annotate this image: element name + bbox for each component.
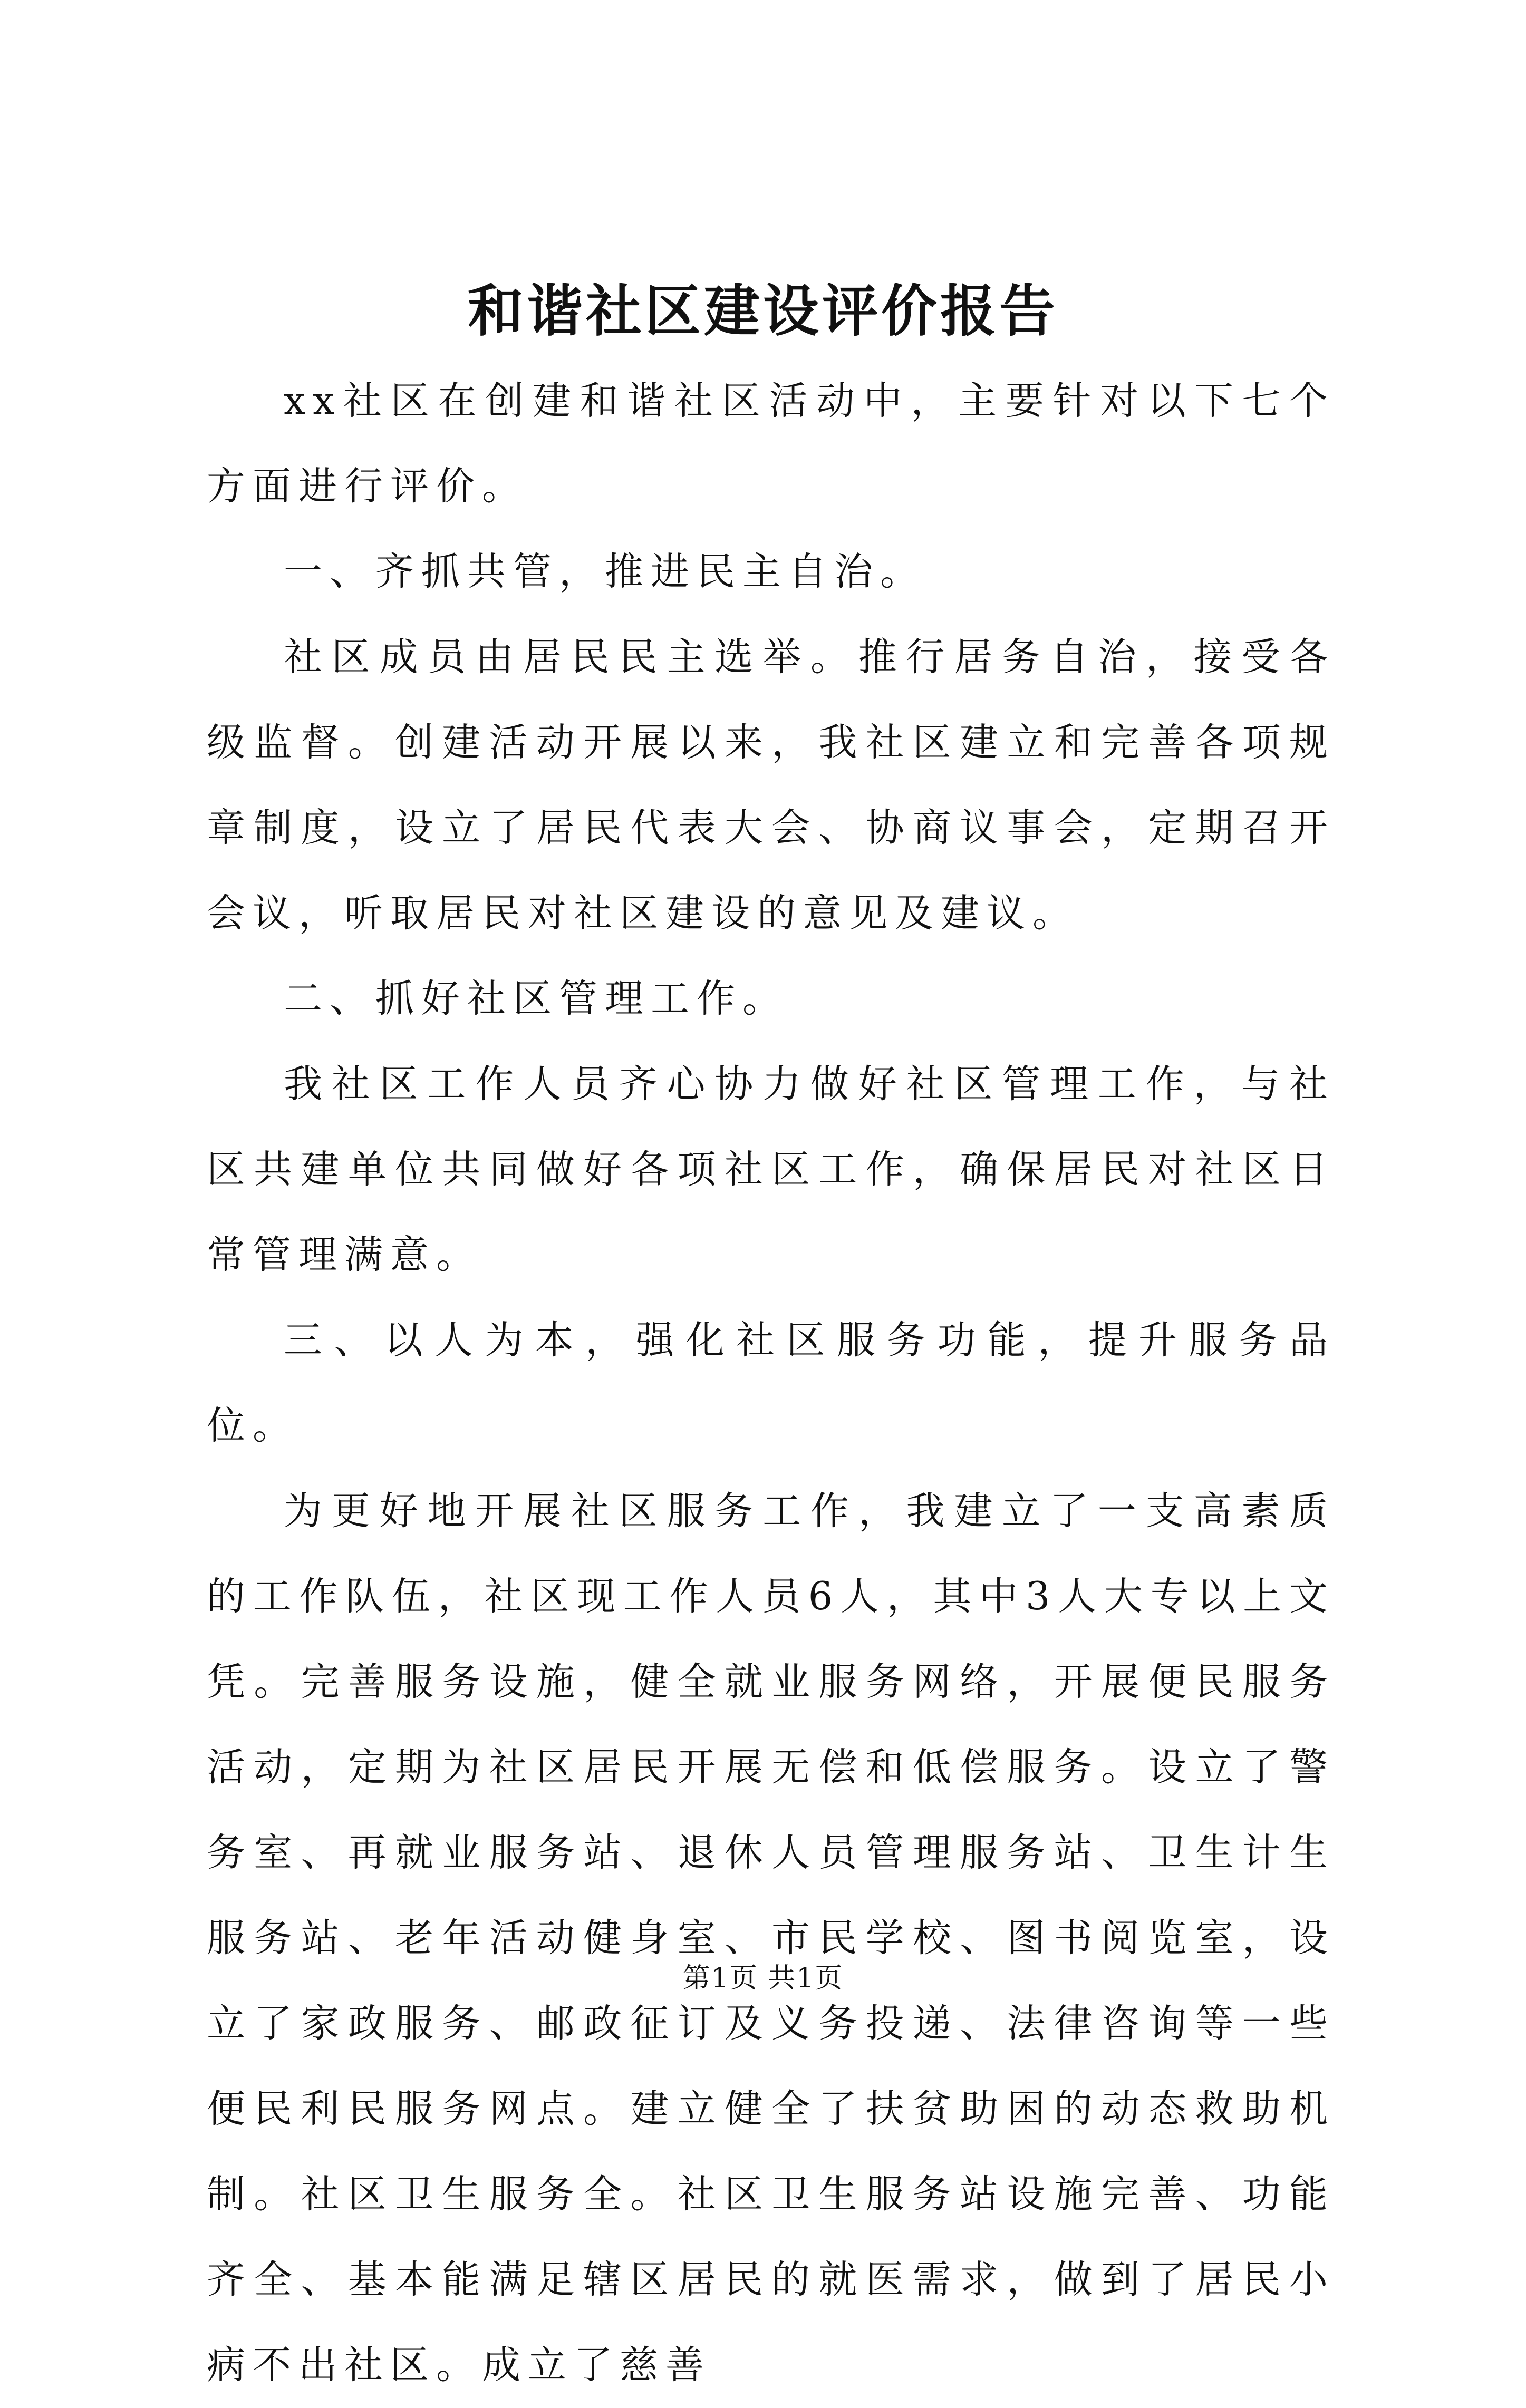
page-footer: 第1页 共1页 xyxy=(682,1963,844,1994)
paragraph-section-1: 社区成员由居民民主选举。推行居务自治，接受各级监督。创建活动开展以来，我社区建立和完善各项规章制度，设立了居民代表大会、协商议事会，定期召开会议，听取居民对社区建设的意见及建议。 xyxy=(207,635,1335,936)
document-body xyxy=(207,358,1335,2408)
paragraph-section-3: 为更好地开展社区服务工作，我建立了一支高素质的工作队伍，社区现工作人员6人，其中3人大专以上文凭。完善服务设施，健全就业服务网络，开展便民服务活动，定期为社区居民开展无偿和低偿服务。设立了警务室、再就业服务站、退休人员管理服务站、卫生计生服务站、老年活动健身室、市民学校、图书阅览室，设立了家政服务、邮政征订及义务投递、法律咨询等一些便民利民服务网点。建立健全了扶贫助困的动态救助机制。社区卫生服务全。社区卫生服务站设施完善、功能齐全、基本能满足辖区居民的就医需求，做到了居民小病不出社区。成立了慈善 xyxy=(207,1489,1335,2387)
heading-section-2: 二、抓好社区管理工作。 xyxy=(284,976,788,1021)
document-title: 和谐社区建设评价报告 xyxy=(468,278,1058,344)
heading-section-3: 三、以人为本，强化社区服务功能，提升服务品位。 xyxy=(207,1318,1335,1448)
paragraph-intro: xx社区在创建和谐社区活动中，主要针对以下七个方面进行评价。 xyxy=(207,378,1335,509)
paragraph-section-2: 我社区工作人员齐心协力做好社区管理工作，与社区共建单位共同做好各项社区工作，确保居民对社区日常管理满意。 xyxy=(207,1062,1335,1277)
heading-section-1: 一、齐抓共管，推进民主自治。 xyxy=(284,549,926,594)
